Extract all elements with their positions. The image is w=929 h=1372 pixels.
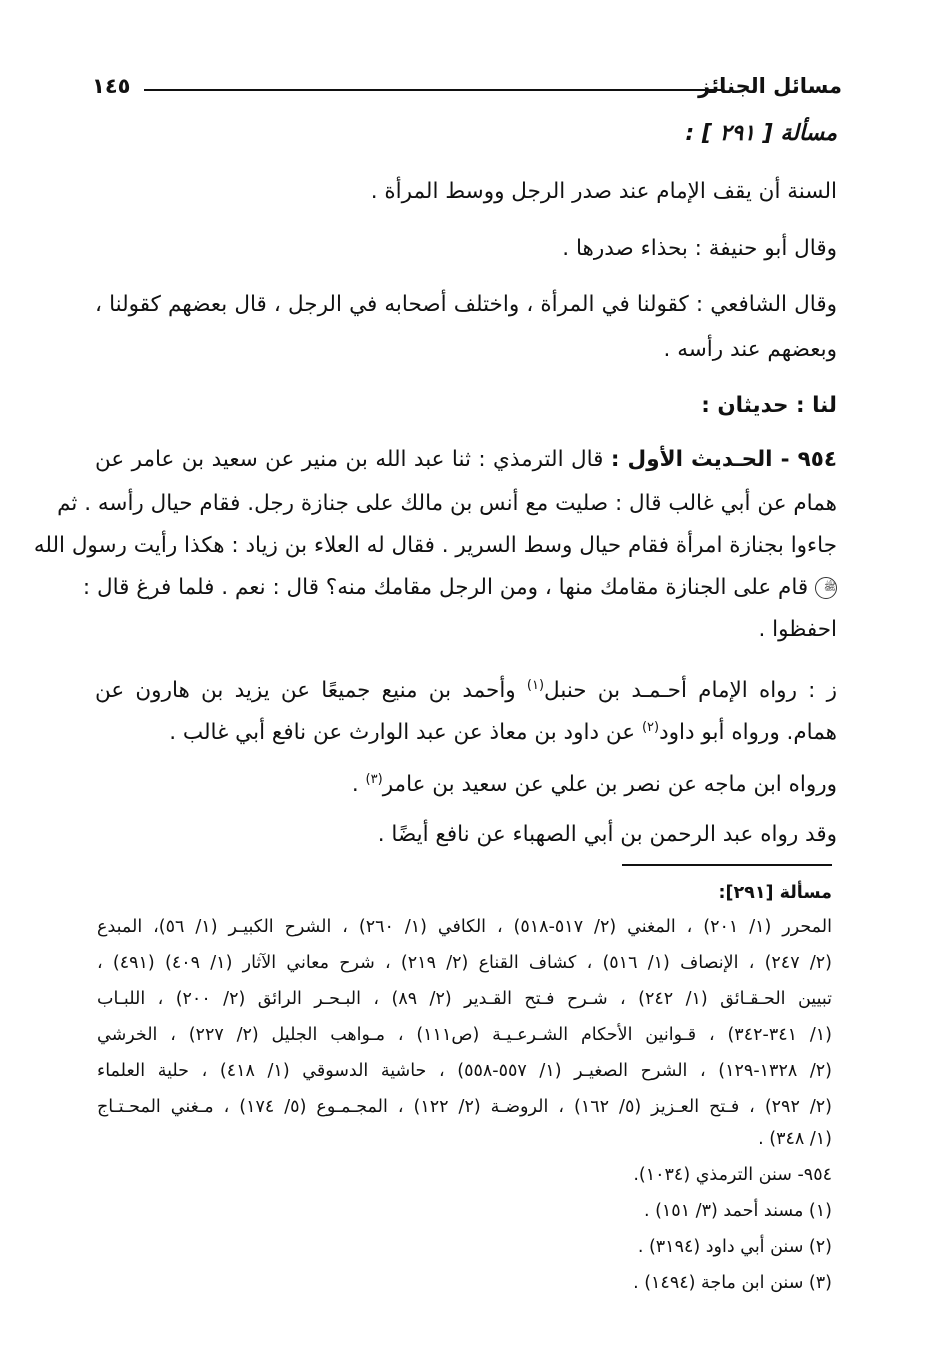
- takhrij-line-1: [95, 671, 837, 706]
- takhrij-line-3-b: .: [351, 772, 359, 798]
- takhrij-line-1-a: ز : رواه الإمام أحـمـد بن حنبل: [544, 678, 837, 704]
- footnote-ref-line: (١/ ٣٤١-٣٤٢) ، قـوانين الأحكام الشـرعـيـة (ص١١١) ، مـواهب الجليل (٢/ ٢٢٧) ، الخرشي: [97, 1025, 832, 1045]
- paragraph-two-hadiths: لنا : حديثان :: [701, 393, 837, 418]
- hadith-number-label: ٩٥٤ - الحـديث الأول :: [610, 447, 838, 472]
- hadith-line-1: [95, 445, 837, 475]
- hadith-line-2: همام عن أبي غالب قال : صليت مع أنس بن مالك على جنازة رجل. فقام حيال رأسه . ثم: [57, 491, 837, 516]
- takhrij-line-4: وقد رواه عبد الرحمن بن أبي الصهباء عن نافع أيضًا .: [377, 822, 837, 847]
- takhrij-line-3-a: ورواه ابن ماجه عن نصر بن علي عن سعيد بن عامر: [382, 772, 837, 798]
- takhrij-line-2-b: عن داود بن معاذ عن عبد الوارث عن نافع أبي غالب .: [169, 720, 636, 746]
- footnote-ref-line: المحرر (١/ ٢٠١) ، المغني (٢/ ٥١٧-٥١٨) ، الكافي (١/ ٢٦٠) ، الشرح الكبيـر (١/ ٥٦)، المبدع: [97, 917, 832, 937]
- hadith-line-4: [82, 573, 837, 603]
- footnote-item: (٣) سنن ابن ماجة (١٤٩٤) .: [633, 1273, 832, 1293]
- footnote-ref-line: (٢/ ٢٩٢) ، فـتح العـزيز (٥/ ١٦٢) ، الروضـة (٢/ ١٢٢) ، المجـمـوع (٥/ ١٧٤) ، مـغني المحـتـاج: [97, 1097, 832, 1117]
- footnote-item: (٢) سنن أبي داود (٣١٩٤) .: [637, 1237, 832, 1257]
- hadith-line-1-text: قال الترمذي : ثنا عبد الله بن منير عن سعيد بن عامر عن: [95, 447, 604, 472]
- header-rule: [144, 89, 724, 91]
- footnote-ref-3: (٣): [365, 772, 383, 787]
- takhrij-line-2: [97, 713, 837, 748]
- paragraph-shafii-line2: وبعضهم عند رأسه .: [663, 337, 837, 362]
- footnote-ref-2: (٢): [641, 720, 660, 735]
- footnote-ref-line: (٢/ ٢٤٧) ، الإنصاف (١/ ٥١٦) ، كشاف القناع (٢/ ٢١٩) ، شرح معاني الآثار (١/ ٤٠٩) (٤٩١) ،: [97, 953, 832, 973]
- running-title: مسائل الجنائز: [698, 74, 842, 98]
- page-number: ١٤٥: [92, 74, 131, 98]
- hadith-line-4-text: قام على الجنازة مقامك منها ، ومن الرجل مقامك منه؟ قال : نعم . فلما فرغ قال :: [82, 575, 809, 600]
- footnote-item: (١) مسند أحمد (٣/ ١٥١) .: [643, 1201, 832, 1221]
- takhrij-line-1-b: وأحمد بن منيع جميعًا عن يزيد بن هارون عن: [95, 678, 516, 704]
- footnote-heading: مسألة [٢٩١]:: [718, 883, 832, 903]
- salutation-glyph: ﷺ: [815, 577, 837, 599]
- paragraph-abu-hanifa: وقال أبو حنيفة : بحذاء صدرها .: [562, 236, 837, 261]
- footnote-ref-line: (١/ ٣٤٨) .: [758, 1129, 832, 1149]
- takhrij-line-3: [97, 765, 837, 800]
- page-header: [92, 74, 842, 104]
- paragraph-sunnah: السنة أن يقف الإمام عند صدر الرجل ووسط المرأة .: [370, 179, 837, 204]
- paragraph-shafii-line1: وقال الشافعي : كقولنا في المرأة ، واختلف أصحابه في الرجل ، قال بعضهم كقولنا ،: [95, 292, 837, 317]
- hadith-line-5: احفظوا .: [758, 617, 837, 642]
- footnote-ref-line: تبيين الحـقـائق (١/ ٢٤٢) ، شـرح فـتح القـدير (٢/ ٨٩) ، البـحـر الرائق (٢/ ٢٠٠) ، اللبـاب: [97, 989, 833, 1009]
- footnote-ref-1: (١): [526, 678, 545, 693]
- footnote-separator: [622, 864, 832, 866]
- footnote-item: ٩٥٤- سنن الترمذي (١٠٣٤).: [633, 1165, 832, 1185]
- takhrij-line-2-a: همام. ورواه أبو داود: [659, 720, 837, 746]
- issue-heading: مسألة [ ٢٩١ ] :: [685, 121, 837, 146]
- hadith-line-3: جاءوا بجنازة امرأة فقام حيال وسط السرير . فقال له العلاء بن زياد : هكذا رأيت رسول الله: [33, 533, 837, 558]
- footnote-ref-line: (٢/ ١٣٢٨-١٢٩) ، الشرح الصغيـر (١/ ٥٥٧-٥٥٨) ، حاشية الدسوقي (١/ ٤١٨) ، حلية العلماء: [97, 1061, 832, 1081]
